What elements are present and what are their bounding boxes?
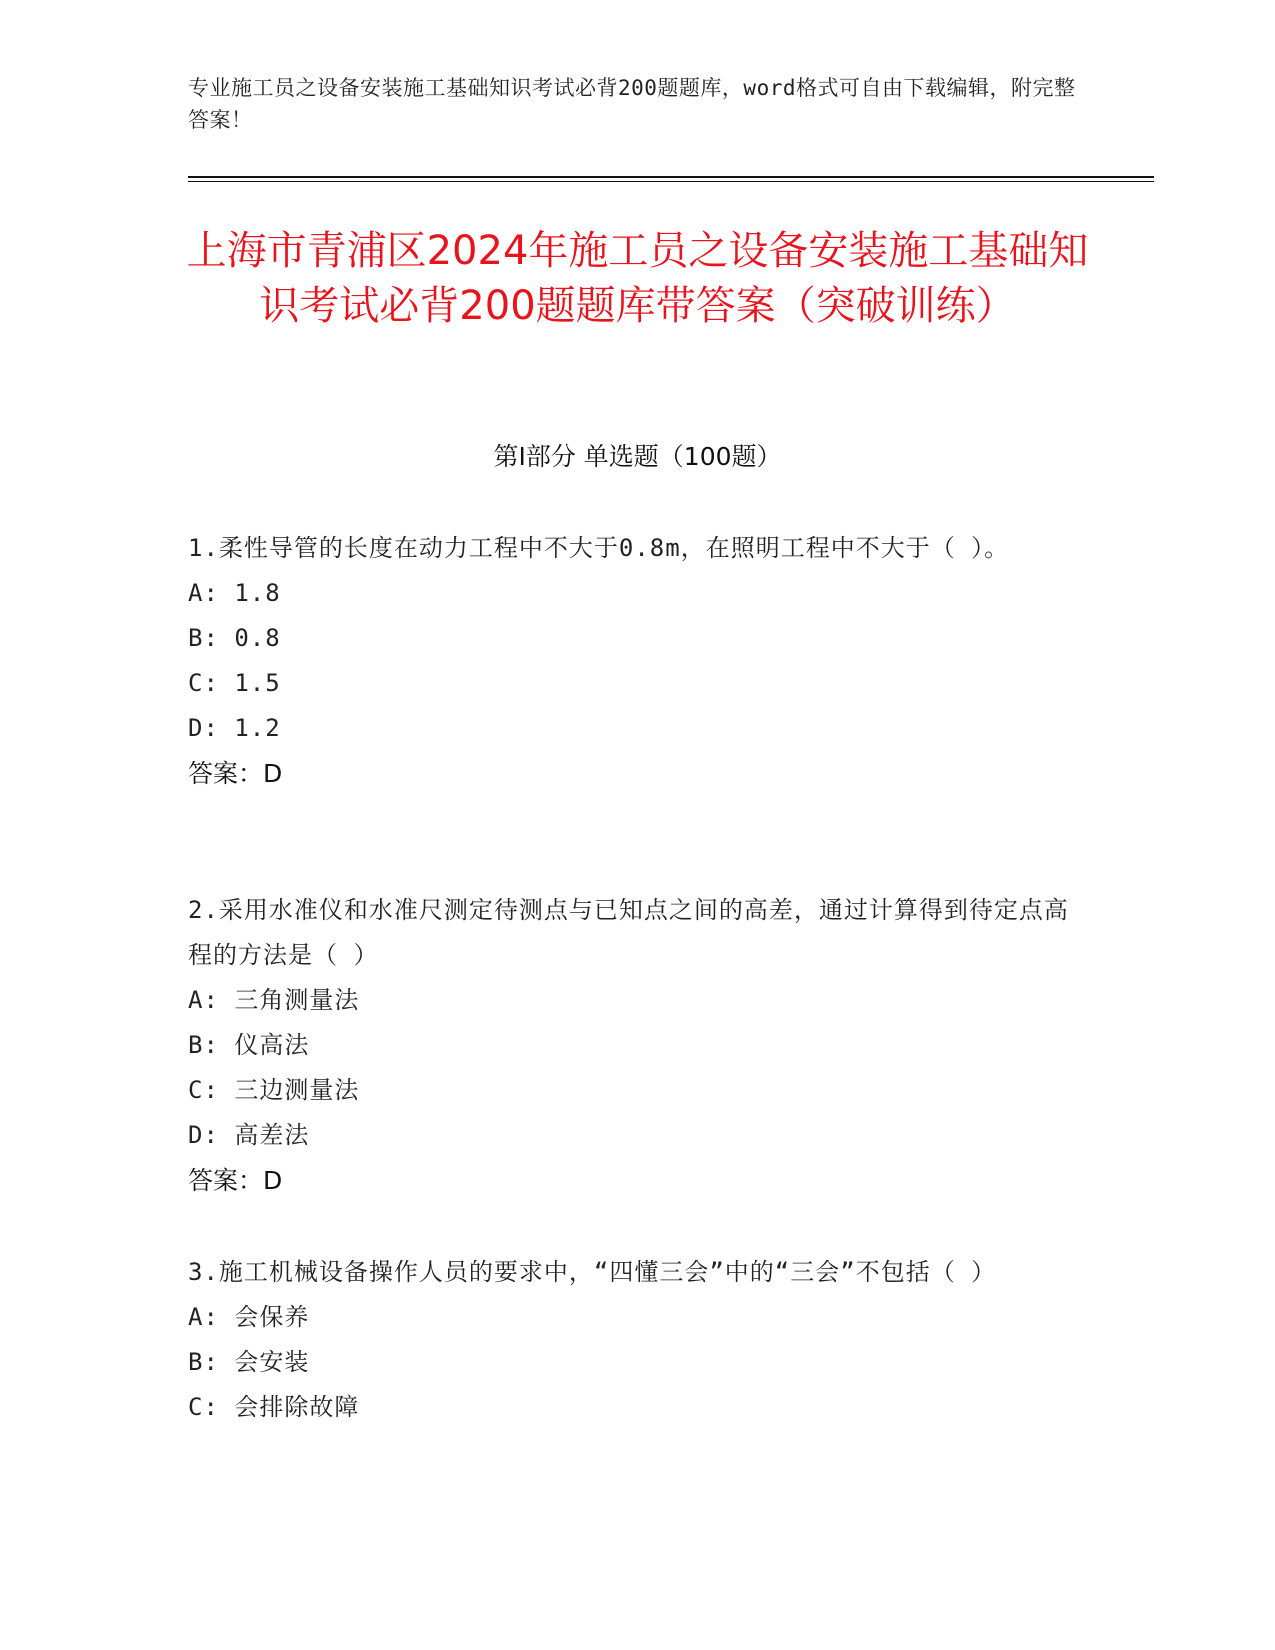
option-b: B: 仪高法 [188,1031,310,1059]
option-c: C: 1.5 [188,669,281,697]
option-d: D: 1.2 [188,714,281,742]
question-1 [188,526,1088,796]
option-c: C: 三边测量法 [188,1076,360,1104]
document-title: 上海市青浦区2024年施工员之设备安装施工基础知识考试必背200题题库带答案（突破训练） [186,228,1089,329]
option-a: A: 会保养 [188,1303,310,1331]
option-a: A: 1.8 [188,579,281,607]
question-stem: 3.施工机械设备操作人员的要求中，“四懂三会”中的“三会”不包括（ ） [188,1258,997,1286]
answer: 答案：D [188,1166,283,1195]
header-rule-thick [188,176,1154,178]
header-note: 专业施工员之设备安装施工基础知识考试必背200题题库，word格式可自由下载编辑，附完整答案！ [188,76,1076,132]
option-b: B: 会安装 [188,1348,310,1376]
section-heading: 第Ⅰ部分 单选题（100题） [493,442,782,471]
option-a: A: 三角测量法 [188,986,360,1014]
option-d: D: 高差法 [188,1121,310,1149]
question-3 [188,1250,1088,1430]
question-stem: 2.采用水准仪和水准尺测定待测点与已知点之间的高差，通过计算得到待定点高程的方法是（ ） [188,896,1069,969]
question-stem: 1.柔性导管的长度在动力工程中不大于0.8m，在照明工程中不大于（ ）。 [188,534,1010,562]
header-rule-thin [188,181,1154,182]
question-2 [188,888,1088,1203]
option-c: C: 会排除故障 [188,1393,360,1421]
option-b: B: 0.8 [188,624,281,652]
answer: 答案：D [188,759,283,788]
